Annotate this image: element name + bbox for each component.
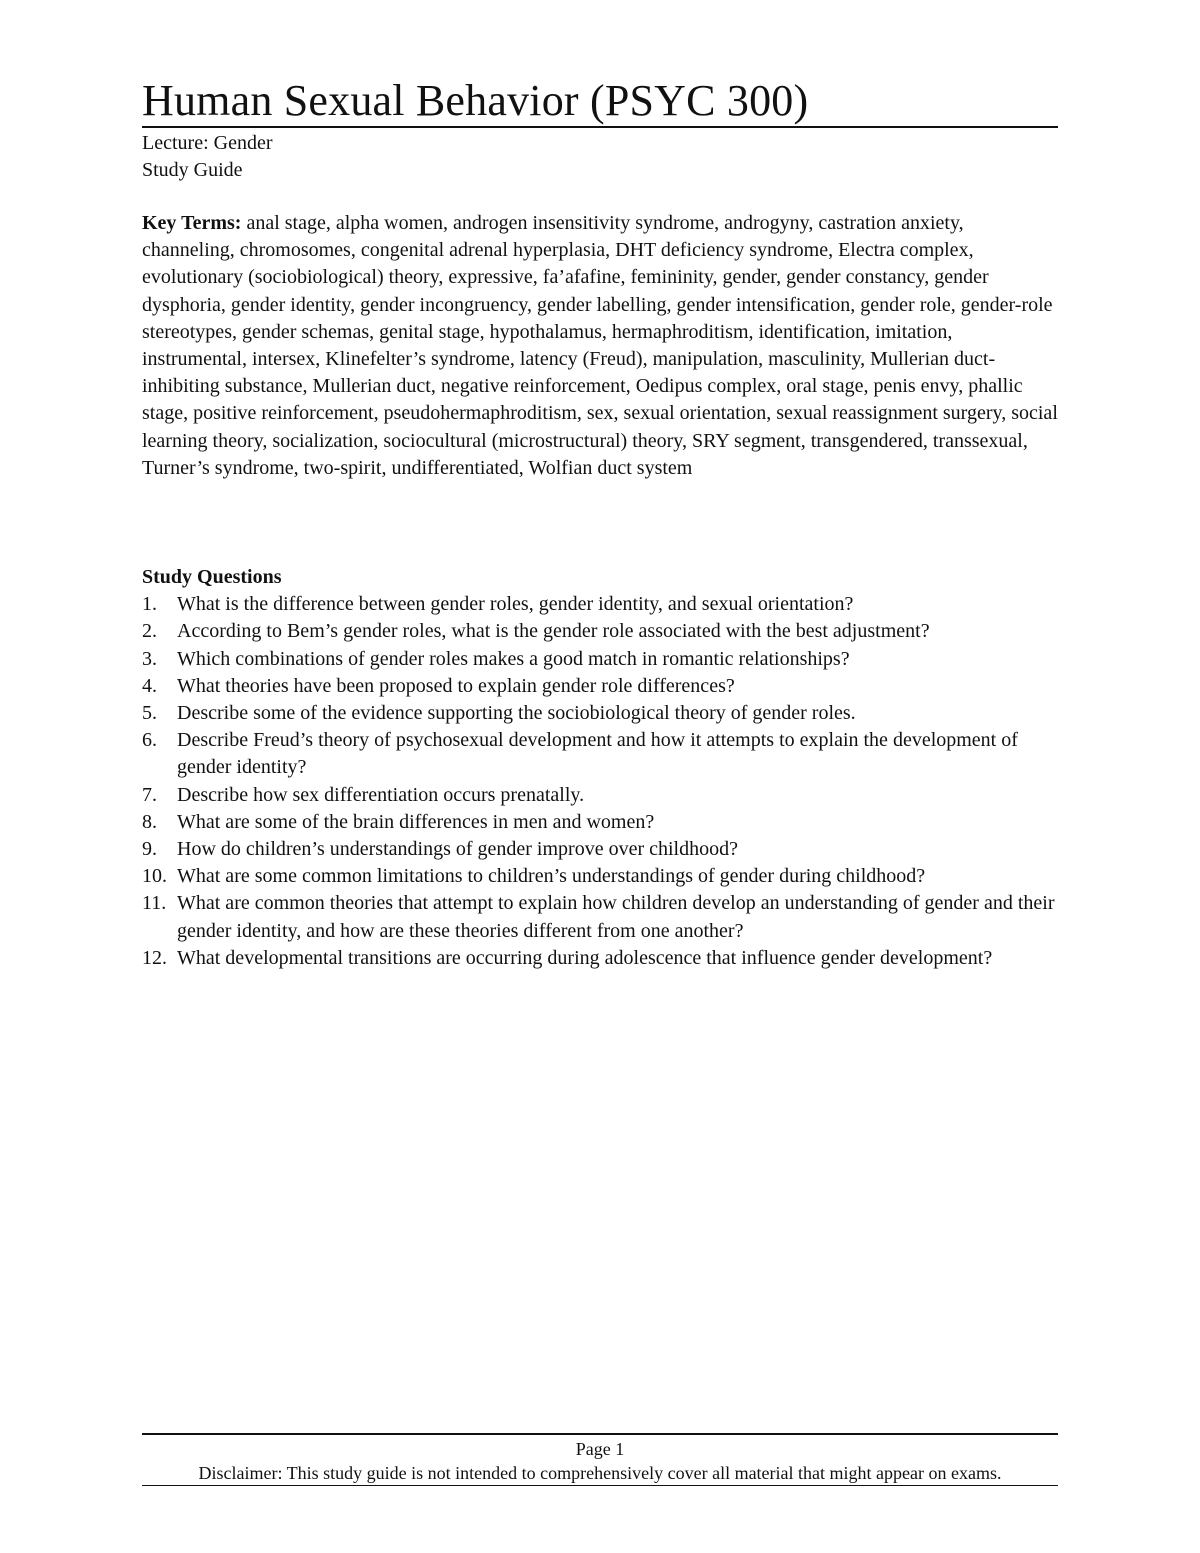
question-number: 6. [142, 729, 157, 752]
page-number: Page 1 [575, 1439, 625, 1459]
question-text: What are some common limitations to children’s understandings of gender during childhood? [177, 865, 926, 888]
question-text: According to Bem’s gender roles, what is the gender role associated with the best adjustment? [177, 620, 930, 643]
question-number: 11. [142, 892, 167, 915]
study-questions-heading: Study Questions [142, 566, 282, 588]
question-text: What developmental transitions are occurring during adolescence that influence gender development? [177, 946, 993, 969]
key-terms-text: anal stage, alpha women, androgen insensitivity syndrome, androgyny, castration anxiety, channeling, chromosomes, congenital adrenal hyperplasia, DHT deficiency syndrome, Electra complex, evolutionary (sociobiological) theory, expressive, fa’afafine, femininity, gender, gender constancy, gender dysphoria, gender identity, gender incongruency, gender labelling, gender intensification, gender role, gender-role stereotypes, gender schemas, genital stage, hypothalamus, hermaphroditism, identification, imitation, instrumental, intersex, Klinefelter’s syndrome, latency (Freud), manipulation, masculinity, Mullerian duct-inhibiting substance, Mullerian duct, negative reinforcement, Oedipus complex, oral stage, penis envy, phallic stage, positive reinforcement, pseudohermaphroditism, sex, sexual orientation, sexual reassignment surgery, social learning theory, socialization, sociocultural (microstructural) theory, SRY segment, transgendered, transsexual, Turner’s syndrome, two-spirit, undifferentiated, Wolfian duct system [142, 212, 1058, 479]
question-number: 2. [142, 620, 157, 643]
question-number: 1. [142, 593, 157, 616]
question-number: 3. [142, 647, 157, 670]
question-number: 9. [142, 838, 157, 861]
question-text: What are some of the brain differences in men and women? [177, 810, 655, 833]
lecture-label: Lecture: Gender [142, 132, 273, 154]
disclaimer-text: Disclaimer: This study guide is not intended to comprehensively cover all material that might appear on exams. [198, 1463, 1002, 1483]
question-item [142, 673, 1058, 700]
question-item [142, 863, 1058, 890]
question-text: Which combinations of gender roles makes a good match in romantic relationships? [177, 647, 850, 670]
question-item [142, 782, 1058, 809]
question-number: 7. [142, 783, 157, 806]
question-text: What are common theories that attempt to explain how children develop an understanding of gender and their gender identity, and how are these theories different from one another? [177, 892, 1055, 942]
document-title: Human Sexual Behavior (PSYC 300) [142, 76, 1058, 128]
question-number: 12. [142, 946, 167, 969]
question-item [142, 836, 1058, 863]
page-footer [142, 1433, 1058, 1486]
question-item [142, 618, 1058, 645]
document-page [142, 0, 1058, 1553]
question-item [142, 591, 1058, 618]
question-item [142, 809, 1058, 836]
question-text: What theories have been proposed to explain gender role differences? [177, 674, 735, 697]
question-number: 8. [142, 810, 157, 833]
question-number: 4. [142, 674, 157, 697]
key-terms-section [142, 210, 1058, 482]
question-item [142, 890, 1058, 944]
question-text: Describe Freud’s theory of psychosexual development and how it attempts to explain the development of gender identity? [177, 729, 1018, 779]
document-subheading [142, 130, 272, 184]
question-text: What is the difference between gender roles, gender identity, and sexual orientation? [177, 593, 854, 616]
question-item [142, 700, 1058, 727]
question-number: 5. [142, 702, 157, 725]
key-terms-label: Key Terms: [142, 212, 242, 234]
question-item [142, 727, 1058, 781]
guide-type-label: Study Guide [142, 159, 243, 181]
question-text: How do children’s understandings of gender improve over childhood? [177, 838, 738, 861]
question-text: Describe how sex differentiation occurs prenatally. [177, 783, 585, 806]
question-number: 10. [142, 865, 167, 888]
study-questions-section [142, 564, 1058, 972]
question-text: Describe some of the evidence supporting the sociobiological theory of gender roles. [177, 702, 856, 725]
question-item [142, 646, 1058, 673]
question-item [142, 945, 1058, 972]
study-questions-list [142, 591, 1058, 972]
